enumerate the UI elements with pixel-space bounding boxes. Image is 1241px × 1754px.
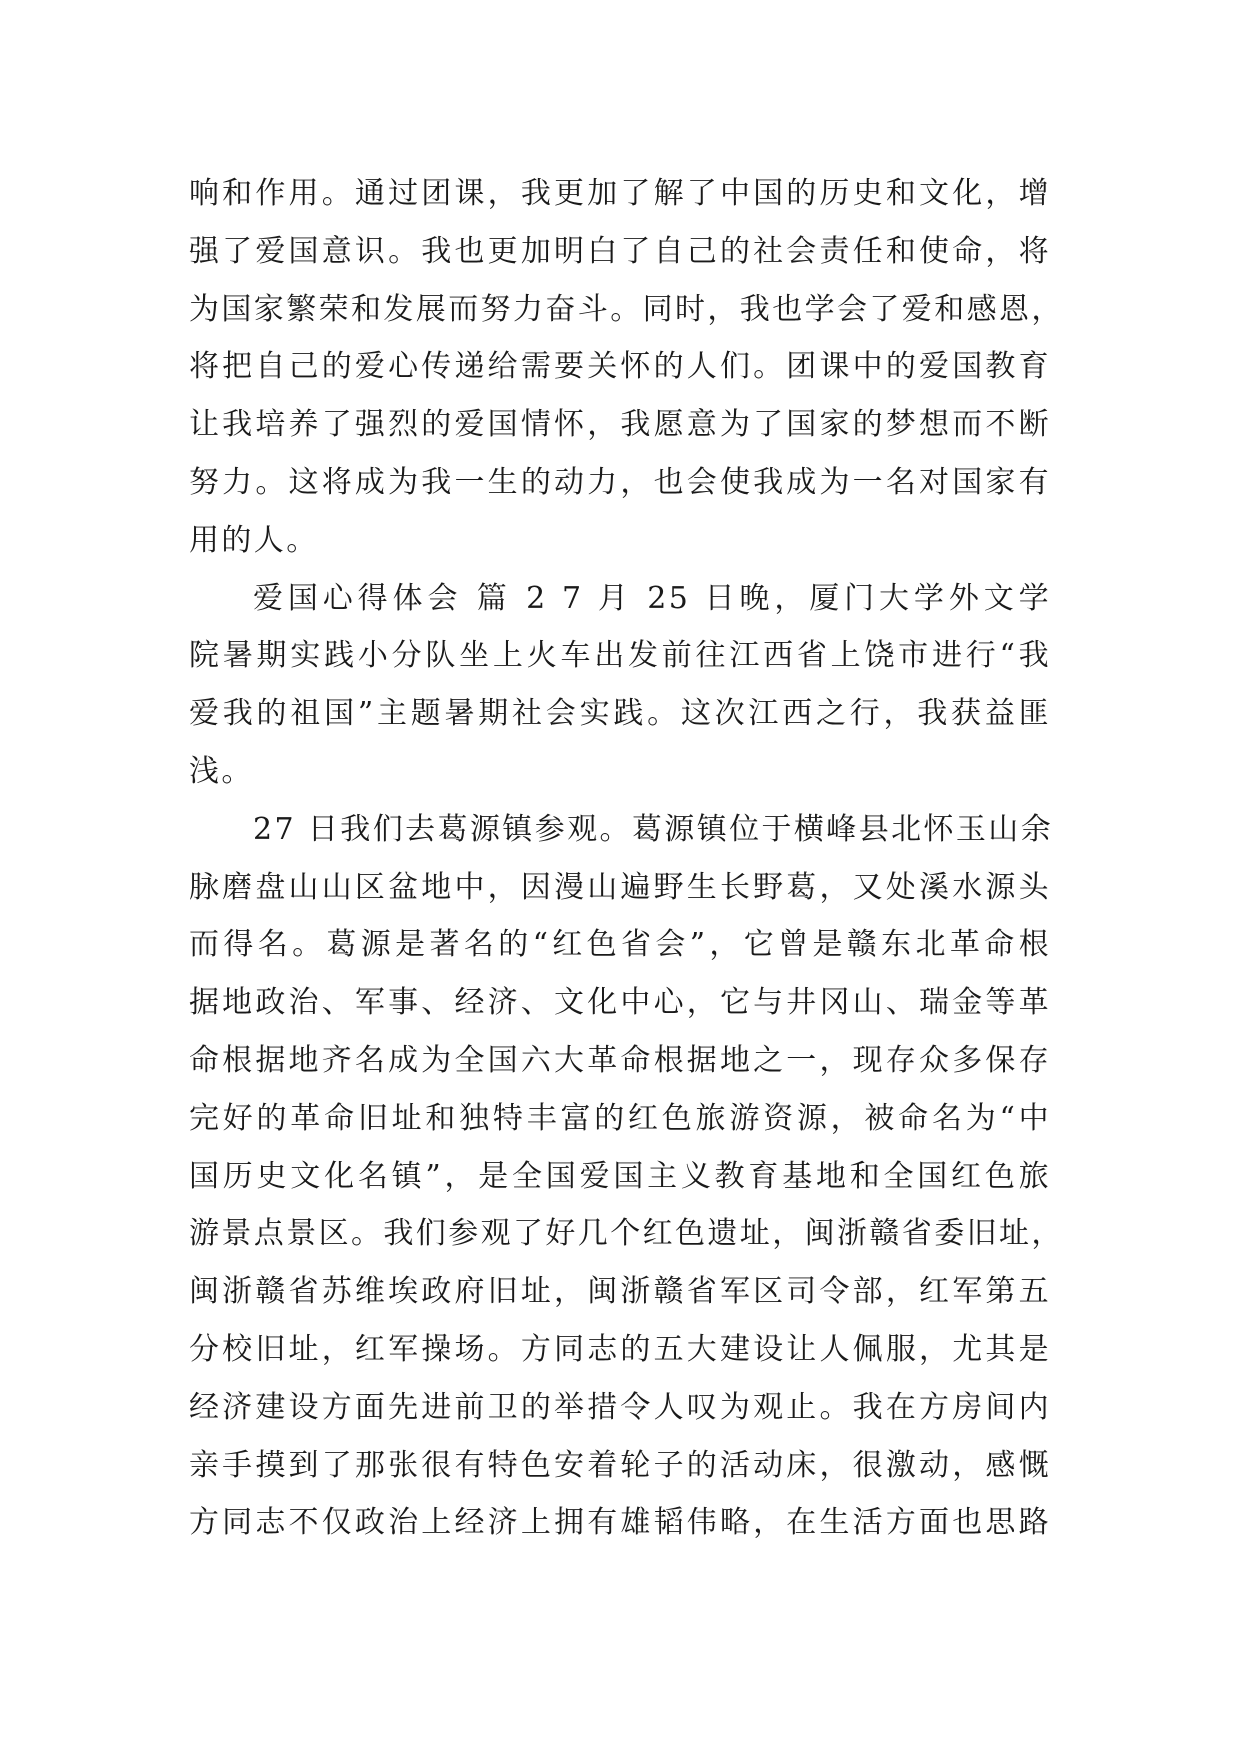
text-line: 让我培养了强烈的爱国情怀，我愿意为了国家的梦想而不断 bbox=[189, 407, 1051, 443]
text-line: 分校旧址，红军操场。方同志的五大建设让人佩服，尤其是 bbox=[189, 1331, 1051, 1367]
text-line: 27 日我们去葛源镇参观。葛源镇位于横峰县北怀玉山余 bbox=[253, 811, 1054, 847]
text-line: 浅。 bbox=[189, 753, 254, 789]
text-line: 院暑期实践小分队坐上火车出发前往江西省上饶市进行“我 bbox=[189, 638, 1051, 674]
text-line: 将把自己的爱心传递给需要关怀的人们。团课中的爱国教育 bbox=[189, 349, 1051, 385]
text-line: 游景点景区。我们参观了好几个红色遗址，闽浙赣省委旧址， bbox=[189, 1216, 1064, 1252]
text-line: 经济建设方面先进前卫的举措令人叹为观止。我在方房间内 bbox=[189, 1389, 1051, 1425]
text-line: 强了爱国意识。我也更加明白了自己的社会责任和使命，将 bbox=[189, 233, 1051, 269]
text-line: 响和作用。通过团课，我更加了解了中国的历史和文化，增 bbox=[189, 176, 1051, 211]
text-line: 用的人。 bbox=[189, 522, 319, 558]
text-line: 完好的革命旧址和独特丰富的红色旅游资源，被命名为“中 bbox=[189, 1100, 1051, 1136]
text-line: 爱我的祖国”主题暑期社会实践。这次江西之行，我获益匪 bbox=[189, 696, 1051, 732]
text-line: 脉磨盘山山区盆地中，因漫山遍野生长野葛，又处溪水源头 bbox=[189, 869, 1051, 905]
text-line: 方同志不仅政治上经济上拥有雄韬伟略，在生活方面也思路 bbox=[189, 1505, 1051, 1541]
text-line: 命根据地齐名成为全国六大革命根据地之一，现存众多保存 bbox=[189, 1042, 1051, 1078]
text-line: 爱国心得体会 篇 2 7 月 25 日晚，厦门大学外文学 bbox=[253, 580, 1051, 616]
text-line: 亲手摸到了那张很有特色安着轮子的活动床，很激动，感慨 bbox=[189, 1447, 1051, 1483]
text-line: 努力。这将成为我一生的动力，也会使我成为一名对国家有 bbox=[189, 464, 1051, 500]
text-line: 而得名。葛源是著名的“红色省会”，它曾是赣东北革命根 bbox=[189, 927, 1051, 963]
text-line: 国历史文化名镇”，是全国爱国主义教育基地和全国红色旅 bbox=[189, 1158, 1051, 1194]
text-line: 据地政治、军事、经济、文化中心，它与井冈山、瑞金等革 bbox=[189, 985, 1051, 1021]
text-line: 闽浙赣省苏维埃政府旧址，闽浙赣省军区司令部，红军第五 bbox=[189, 1274, 1051, 1310]
text-line: 为国家繁荣和发展而努力奋斗。同时，我也学会了爱和感恩， bbox=[189, 291, 1064, 327]
body-text bbox=[189, 165, 1064, 1552]
